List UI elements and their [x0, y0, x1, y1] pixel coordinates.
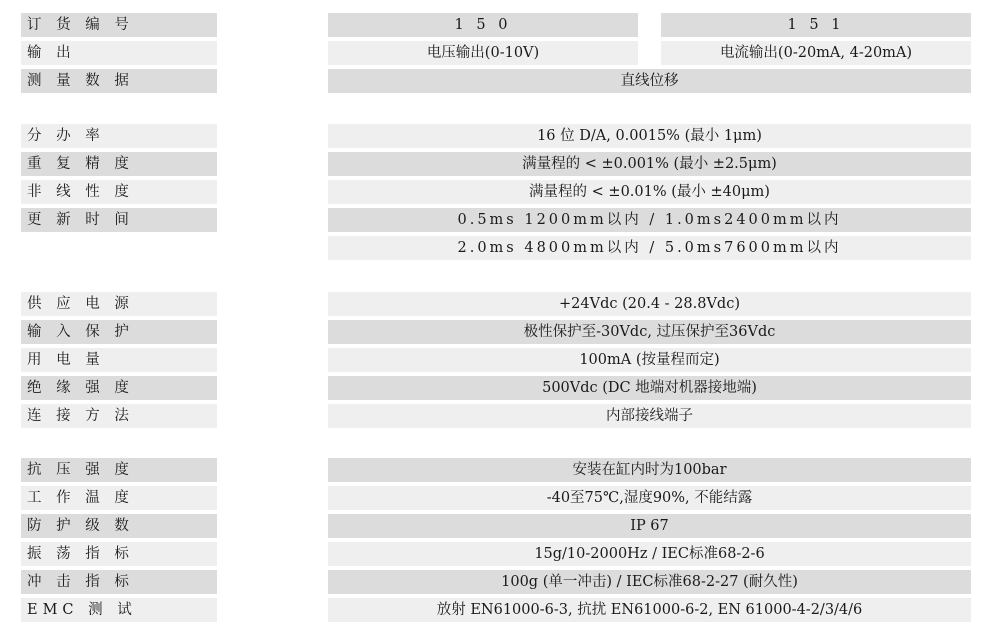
label-current: 用 电 量 — [21, 348, 217, 372]
label-repeat: 重 复 精 度 — [21, 152, 217, 176]
value-update-1: 0.5ms 1200mm以内 / 1.0ms2400mm以内 — [328, 208, 971, 232]
value-insulation: 500Vdc (DC 地端对机器接地端) — [328, 376, 971, 400]
value-input-protection: 极性保护至-30Vdc, 过压保护至36Vdc — [328, 320, 971, 344]
value-emc: 放射 EN61000-6-3, 抗扰 EN61000-6-2, EN 61000-4-2/3/4/6 — [328, 598, 971, 622]
value-pressure: 安装在缸内时为100bar — [328, 458, 971, 482]
label-vibration: 振 荡 指 标 — [21, 542, 217, 566]
value-output-150: 电压输出(0-10V) — [328, 41, 638, 65]
label-input-protection: 输 入 保 护 — [21, 320, 217, 344]
value-ip-rating: IP 67 — [328, 514, 971, 538]
label-resolution: 分 办 率 — [21, 124, 217, 148]
value-update-2: 2.0ms 4800mm以内 / 5.0ms7600mm以内 — [328, 236, 971, 260]
value-measure: 直线位移 — [328, 69, 971, 93]
label-pressure: 抗 压 强 度 — [21, 458, 217, 482]
label-update: 更 新 时 间 — [21, 208, 217, 232]
value-order-150: 1 5 0 — [328, 13, 638, 37]
label-order-no: 订 货 编 号 — [21, 13, 217, 37]
label-insulation: 绝 缘 强 度 — [21, 376, 217, 400]
value-connection: 内部接线端子 — [328, 404, 971, 428]
value-vibration: 15g/10-2000Hz / IEC标准68-2-6 — [328, 542, 971, 566]
value-repeat: 满量程的 < ±0.001% (最小 ±2.5μm) — [328, 152, 971, 176]
value-power: +24Vdc (20.4 - 28.8Vdc) — [328, 292, 971, 316]
value-temperature: -40至75℃,湿度90%, 不能结露 — [328, 486, 971, 510]
label-output: 输 出 — [21, 41, 217, 65]
label-measure: 测 量 数 据 — [21, 69, 217, 93]
value-linearity: 满量程的 < ±0.01% (最小 ±40μm) — [328, 180, 971, 204]
label-emc: EMC 测 试 — [21, 598, 217, 622]
value-resolution: 16 位 D/A, 0.0015% (最小 1μm) — [328, 124, 971, 148]
label-linearity: 非 线 性 度 — [21, 180, 217, 204]
label-ip-rating: 防 护 级 数 — [21, 514, 217, 538]
value-output-151: 电流输出(0-20mA, 4-20mA) — [661, 41, 971, 65]
value-current: 100mA (按量程而定) — [328, 348, 971, 372]
label-connection: 连 接 方 法 — [21, 404, 217, 428]
value-shock: 100g (单一冲击) / IEC标准68-2-27 (耐久性) — [328, 570, 971, 594]
label-shock: 冲 击 指 标 — [21, 570, 217, 594]
value-order-151: 1 5 1 — [661, 13, 971, 37]
label-power: 供 应 电 源 — [21, 292, 217, 316]
label-temperature: 工 作 温 度 — [21, 486, 217, 510]
